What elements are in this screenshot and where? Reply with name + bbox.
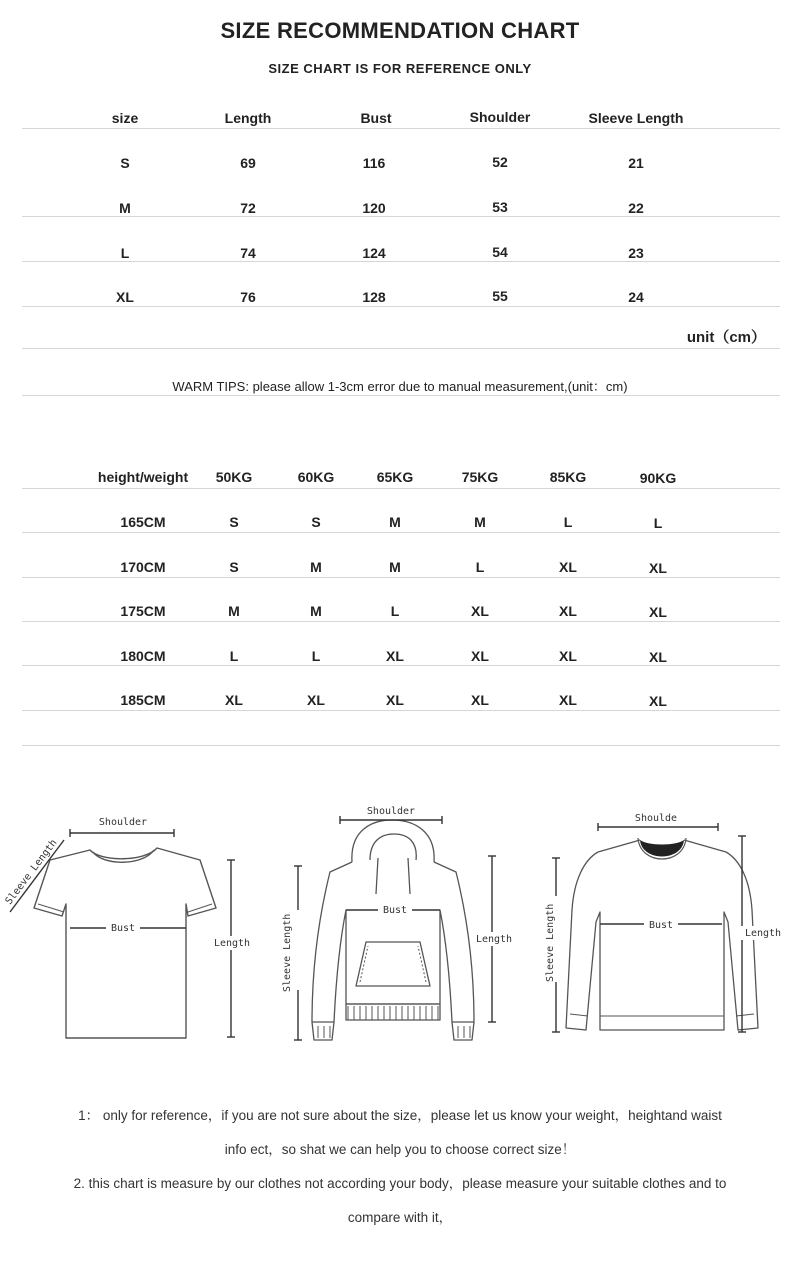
length-label: Length — [744, 928, 782, 939]
size-cell: M — [474, 514, 486, 530]
sleeve-length-label: Sleeve Length — [3, 837, 60, 907]
header-height-weight: height/weight — [97, 469, 189, 485]
shoulder-cell: 52 — [492, 154, 508, 170]
divider — [22, 532, 780, 533]
size-cell: M — [310, 603, 322, 619]
size-cell: S — [311, 514, 321, 530]
size-cell: L — [229, 648, 239, 664]
unit-label: unit（cm） — [686, 329, 766, 346]
size-cell: M — [389, 559, 401, 575]
sleeve-cell: 22 — [628, 200, 644, 216]
size-cell: XL — [559, 603, 577, 619]
size-cell: S — [229, 559, 239, 575]
header-weight: 90KG — [639, 470, 677, 486]
divider — [22, 128, 780, 129]
note-line: compare with it， — [347, 1210, 453, 1225]
bust-cell: 128 — [362, 289, 386, 305]
note-line: 1： only for reference，if you are not sure about the size，please let us know your weight，heightand waist — [78, 1108, 722, 1123]
size-cell: L — [390, 603, 400, 619]
divider — [22, 665, 780, 666]
size-cell: L — [475, 559, 485, 575]
size-cell: XL — [649, 693, 667, 709]
length-cell: 74 — [240, 245, 256, 261]
size-cell: XL — [116, 289, 134, 305]
divider — [22, 348, 780, 349]
shoulder-label: Shoulde — [634, 813, 678, 824]
warm-tips: WARM TIPS: please allow 1-3cm error due to manual measurement,(unit：cm) — [172, 379, 628, 394]
height-cell: 170CM — [120, 559, 166, 575]
size-cell: XL — [649, 560, 667, 576]
height-cell: 180CM — [120, 648, 166, 664]
sleeve-cell: 23 — [628, 245, 644, 261]
height-cell: 185CM — [120, 692, 166, 708]
header-sleeve-length: Sleeve Length — [588, 110, 684, 126]
header-weight: 85KG — [549, 469, 587, 485]
shoulder-cell: 53 — [492, 199, 508, 215]
size-cell: XL — [386, 692, 404, 708]
size-cell: XL — [471, 603, 489, 619]
hoodie-diagram — [270, 800, 530, 1050]
tshirt-diagram — [0, 800, 260, 1050]
length-cell: 69 — [240, 155, 256, 171]
size-cell: XL — [649, 604, 667, 620]
bust-label: Bust — [382, 905, 408, 916]
header-bust: Bust — [360, 110, 392, 126]
header-weight: 75KG — [461, 469, 499, 485]
header-shoulder: Shoulder — [469, 109, 531, 125]
size-cell: XL — [471, 648, 489, 664]
sleeve-length-label: Sleeve Length — [545, 903, 556, 982]
size-cell: M — [228, 603, 240, 619]
size-cell: S — [120, 155, 130, 171]
chart-subtitle: SIZE CHART IS FOR REFERENCE ONLY — [268, 61, 532, 76]
sleeve-cell: 24 — [628, 289, 644, 305]
shoulder-label: Shoulder — [366, 806, 416, 817]
size-cell: L — [311, 648, 321, 664]
sleeve-cell: 21 — [628, 155, 644, 171]
divider — [22, 306, 780, 307]
size-cell: XL — [559, 648, 577, 664]
bust-cell: 120 — [362, 200, 386, 216]
header-weight: 50KG — [215, 469, 253, 485]
divider — [22, 395, 780, 396]
size-cell: M — [119, 200, 131, 216]
sleeve-length-label: Sleeve Length — [282, 913, 293, 992]
size-cell: XL — [559, 559, 577, 575]
bust-label: Bust — [648, 920, 674, 931]
size-cell: L — [653, 515, 663, 531]
length-label: Length — [475, 934, 513, 945]
size-cell: L — [563, 514, 573, 530]
header-weight: 65KG — [376, 469, 414, 485]
divider — [22, 710, 780, 711]
size-cell: XL — [559, 692, 577, 708]
note-line: 2. this chart is measure by our clothes not according your body，please measure your suitable clothes and to — [73, 1176, 727, 1191]
chart-title: SIZE RECOMMENDATION CHART — [220, 18, 580, 43]
length-cell: 72 — [240, 200, 256, 216]
divider — [22, 745, 780, 746]
header-size: size — [111, 110, 139, 126]
size-cell: XL — [649, 649, 667, 665]
divider — [22, 216, 780, 217]
size-cell: M — [310, 559, 322, 575]
size-cell: L — [120, 245, 130, 261]
size-cell: M — [389, 514, 401, 530]
size-cell: XL — [386, 648, 404, 664]
length-cell: 76 — [240, 289, 256, 305]
length-label: Length — [213, 938, 251, 949]
shoulder-cell: 54 — [492, 244, 508, 260]
size-cell: S — [229, 514, 239, 530]
bust-label: Bust — [110, 923, 136, 934]
divider — [22, 621, 780, 622]
bust-cell: 124 — [362, 245, 386, 261]
note-line: info ect，so shat we can help you to choose correct size！ — [224, 1142, 576, 1157]
divider — [22, 577, 780, 578]
size-cell: XL — [225, 692, 243, 708]
divider — [22, 488, 780, 489]
height-cell: 165CM — [120, 514, 166, 530]
size-cell: XL — [471, 692, 489, 708]
shoulder-cell: 55 — [492, 288, 508, 304]
height-cell: 175CM — [120, 603, 166, 619]
size-cell: XL — [307, 692, 325, 708]
shoulder-label: Shoulder — [98, 817, 148, 828]
header-weight: 60KG — [297, 469, 335, 485]
bust-cell: 116 — [362, 155, 386, 171]
sweatshirt-diagram — [530, 800, 792, 1050]
divider — [22, 261, 780, 262]
header-length: Length — [224, 110, 272, 126]
